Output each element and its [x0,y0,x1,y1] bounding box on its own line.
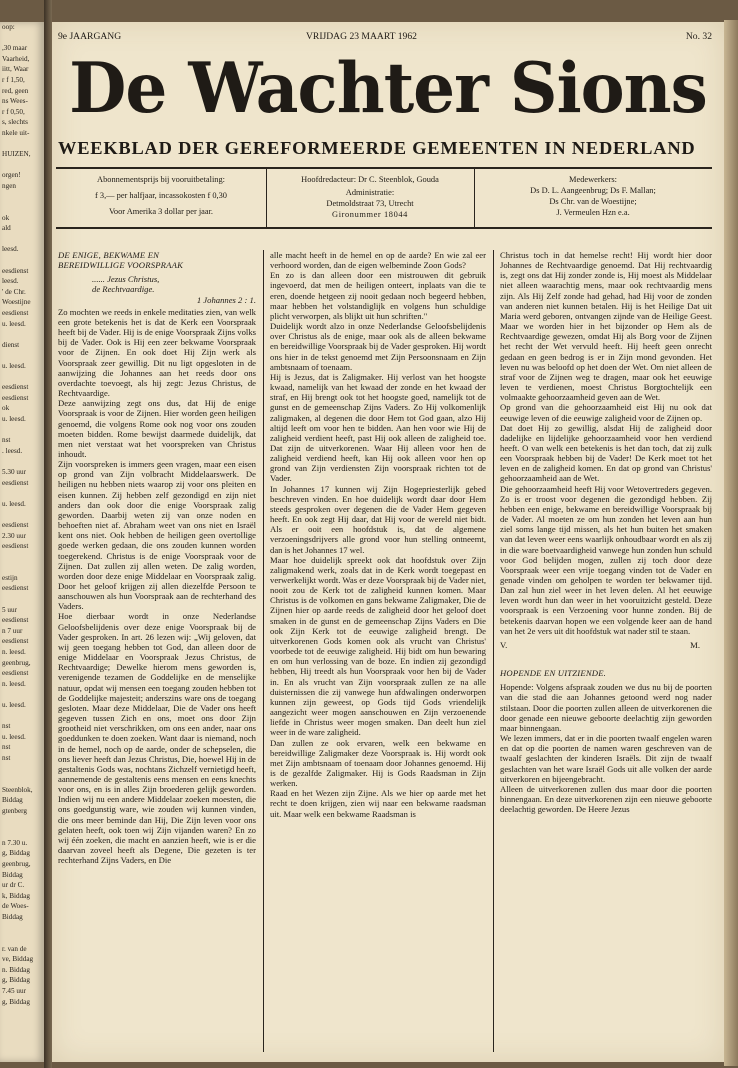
adjacent-page-line: HUIZEN, [2,150,31,159]
adjacent-page-line: g, Biddag [2,849,30,858]
column-3 [500,250,712,814]
adjacent-page-line [0,562,44,573]
adjacent-page-line: ald [2,224,11,233]
staff-info: Medewerkers: Ds D. L. Aangeenbrug; Ds F. Mallan; Ds Chr. van de Woestijne; J. Vermeulen Hzn e.a. [530,175,656,217]
adjacent-page-line [0,817,44,828]
paragraph: Raad en het Wezen zijn Zijne. Als we hier op aarde met het recht te doen krijgen, zien wij naar een bekwame raadsman uit. Maar welk een bekwame Raadsman is [270,788,486,819]
adjacent-page-line: nst [2,436,11,445]
adjacent-page-line: 2.30 uur [2,531,26,540]
editor-info: Hoofdredacteur: Dr C. Steenblok, Gouda Administratie: Detmoldstraat 73, Utrecht Gironummer 18044 [301,175,439,219]
paragraph: Maar hoe duidelijk spreekt ook dat hoofdstuk over Zijn zaligmakend werk, zoals dat in de Kerk wordt toegepast en verwerkelijkt wordt. Was er deze Voorspraak bij de Vader niet, nooit zou de Kerk tot de zaligheid kunnen komen. Maar Christus is de volkomen en gans bekwame Zaligmaker, Die de Zijnen hier op aarde reeds de zaligheid door het geloof doet smaken in de gunst en de gemeenschap Zijns Vaders en Die ook Zijn Kerk tot de eeuwige zaligheid brengt. De uitverkorenen Gods komen ook als vrucht van Christus' voorbede tot de eeuwige zaligheid. Hij bidt om hun bewaring en om hun verlossing van de boze. En indien zij gezondigd hebben, Hij treedt als hun Voorspraak voor hen bij de Vader in. En als vrucht van Zijn voorspraak zullen ze na alle duisternissen die zij vanwege hun afdwalingen onderworpen kunnen zijn geweest, op Gods tijd Gods vriendelijk aangezicht weer mogen aanschouwen en Zijn verzoenende liefde in Christus weer mogen smaken. Dan deelt hun ziel weer in de ware zaligheid. [270,554,486,738]
adjacent-page-line [0,160,44,171]
masthead-subtitle: WEEKBLAD DER GEREFORMEERDE GEMEENTEN IN NEDERLAND [58,138,696,158]
adjacent-page-line: nst [2,722,11,731]
adjacent-page-line: s, slechts [2,118,28,127]
adjacent-page-line: oop: [2,23,15,31]
adjacent-page-line: ns Wees- [2,97,28,106]
adjacent-page-line: u. leesd. [2,499,26,508]
adjacent-page-line: eesdienst [2,383,29,392]
adjacent-page-line: estijn [2,573,18,582]
adjacent-page-line: eesdienst [2,266,29,275]
paragraph: Zijn voorspreken is immers geen vragen, maar een eisen op grond van Zijn volbracht Middelaarswerk. De heiligen nu hebben niets waarop zij voor ons pleiten en eisen kunnen. Zij hebben zelf gezondigd en zijn niet anders dan ook door die enige Voorspraak zalig geworden. Daarbij weten zij van onze noden en behoeften niet af. Abraham weet van ons niet en Israël kent ons niet. Ook hebben de heiligen geen overtollige goede werken gedaan, die ons zouden kunnen worden toegerekend. Christus is de enige Voorspraak voor de Zijnen. Dat zullen zij allen weten. De zalig worden, worden door deze enige Middelaar en Voorspraak zalig. Door het geloof krijgen zij allen diezelfde Persoon te aanschouwen als hun Voorspraak aan de rechterhand des Vaders. [58,459,256,612]
adjacent-page-line: u. leesd. [2,414,26,423]
adjacent-page-line [0,488,44,499]
adjacent-page-line: geenbrug, [2,859,31,868]
motto-line-1: ...... Jezus Christus, [92,274,160,285]
column-3-body [500,250,712,636]
adjacent-page-line: ,30 maar [2,44,28,53]
paragraph: Christus toch in dat hemelse recht! Hij wordt hier door Johannes de Rechtvaardige genoemd. Dat Hij rechtvaardig is, zegt ons dat Hij zonder zonde is, Hij moest als Middelaar niet alleen waarachtig mens, maar ook rechtvaardig mens zijn. Als Hij Zelf zonde had gehad, had Hij voor de zonden van anderen niet kunnen betalen. Hij is het Heilige Dat uit Maria werd geboren, ontvangen zijnde van de Heilige Geest. Maar we worden hier in het bijzonder op Hem als de Rechtvaardige gewezen, omdat Hij als Borg voor de Zijnen het recht der Wet vervuld heeft. Hij heeft geen onrecht gedaan en geen bedrog is er in Zijn mond gevonden. Het leven nu was beloofd op het doen der Wet. Om niet alleen de straf voor de Zijnen weg te dragen, maar ook het eeuwige leven te verdienen, moest Christus Borgtochtelijk een volmaakte gehoorzaamheid geven aan de Wet. [500,250,712,403]
adjacent-page-line: red, geen [2,86,29,95]
adjacent-page-line [0,711,44,722]
paragraph: Dat doet Hij zo gewillig, alsdat Hij de zaligheid door dadelijke en lijdelijke gehoorzaamheid voor hen verdiend heeft. O van welk een betekenis is het dan toch, dat zij zulk een Voorspraak hebben bij de Vader! De Kerk moet tot het leven en de zaligheid komen. En dat op grond van Christus' gehoorzaamheid aan de Wet. [500,422,712,484]
page-gutter [44,0,52,1068]
column-1-body [58,307,256,866]
adjacent-page-line [0,922,44,933]
adjacent-page-line: eesdienst [2,584,29,593]
adjacent-page-line [0,456,44,467]
adjacent-page-line: eesdienst [2,637,29,646]
second-article-body [500,682,712,814]
column-2-body [270,250,486,819]
adjacent-page-line: de Woes- [2,902,29,911]
volume-label: 9e JAARGANG [58,31,122,42]
paragraph: Hij is Jezus, dat is Zaligmaker. Hij verlost van het hoogste kwaad, namelijk van het kwaad der zonde en het kwaad der straf, en Hij brengt ook tot het hoogste goed, namelijk tot de gunst en de gemeenschap Zijns Vaders. Zo Hij volkomenlijk zaligmaken, al degenen die door Hem tot God gaan, alzo Hij altijd leeft om voor hen te bidden. Aan hen voor wie Hij de zaligheid verdient heeft, past Hij ook alleen de zaligheid toe. Dat zijn de uitverkorenen. Waar Hij alleen voor hen de zaligheid verdiend heeft, kan Hij ook alleen voor hen op grond van Zijn verdiensten Zijn voorspraak richten tot de Vader. [270,371,486,484]
adjacent-page-line [0,774,44,785]
adjacent-page-line: n. leesd. [2,648,26,657]
adjacent-page-line [0,192,44,203]
adjacent-page-line: geenbrug, [2,658,31,667]
adjacent-page-line: r f 1,50, [2,75,25,84]
subscription-info: Abonnementsprijs bij vooruitbetaling: f 3,— per halfjaar, incassokosten f 0,30 Voor Amerika 3 dollar per jaar. [95,175,227,216]
adjacent-page-line: Woestijne [2,298,31,307]
newspaper-page [52,22,724,1062]
adjacent-page-line: nst [2,753,11,762]
paragraph: Zo mochten we reeds in enkele meditaties zien, van welk een grote betekenis het is dat de Kerk een Voorspraak heeft bij de Vader. Hij is de enige Voorspraak Zijns volks bij de Vader. Ook is Hij een zeer bekwame Voorspraak voor de Zijnen. En ook doet Hij Zijn werk als Voorspraak zeer gewillig. Dit nu ligt opgesloten in de aanwijzing die Johannes aan het reeds door ons overdachte toevoegt, als hij zegt: Jezus Christus, de Rechtvaardige. [58,306,256,399]
adjacent-page-line: g, Biddag [2,997,30,1006]
adjacent-page-line: 7.45 uur [2,987,26,996]
adjacent-page-line: r f 0,50, [2,107,25,116]
article-signature: V. M. [500,639,700,650]
adjacent-page-line: u. leesd. [2,701,26,709]
adjacent-page-line: 5.30 uur [2,467,26,476]
paragraph: Dan zullen ze ook ervaren, welk een bekwame en bereidwillige Zaligmaker deze Voorspraak is. Hij wordt ook met Zijn ambtsnaam of toenaam door Johannes genoemd. Hij is de gezalfde Zaligmaker. Hij is Gods Raadsman in Zijn werken. [270,737,486,789]
adjacent-page-line: ' de Chr. [2,287,26,296]
paragraph: Op grond van die gehoorzaamheid eist Hij nu ook dat eeuwige leven of die eeuwige zaligheid voor de Zijnen op. [500,402,712,423]
issue-number: No. 32 [685,31,712,42]
adjacent-page-line: . leesd. [2,446,23,455]
paragraph: En zo is dan alleen door een mistrouwen dit gebruik ingevoerd, dat men de heiligen onteert, inplaats van die te eren, doende hetgeen zij nooit gedaan noch begeerd hebben, maar hebben het volstandiglijk en volgens hun schuldige plicht verworpen, als blijkt uit hun schriften." [270,270,486,321]
adjacent-page-line [0,764,44,775]
info-box [56,167,712,229]
paragraph: In Johannes 17 kunnen wij Zijn Hogepriesterlijk gebed beschreven vinden. En hoe duidelijk wordt daar door Hem steeds gesproken over degenen die de Vader Hem gegeven heeft. En ook zegt Hij daar, dat Hij voor de wereld niet bidt. Als er ooit een hoofdstuk is, dat de algemene verzoeningsdrijvers alle grond voor hun stelling ontneemt, dan is het Johannes 17 wel. [270,483,486,555]
adjacent-page-line: Biddag [2,912,23,921]
adjacent-page-line: eesdienst [2,520,29,529]
paragraph: alle macht heeft in de hemel en op de aarde? En wie zal eer verhoord worden, dan de eigen welbeminde Zoon Gods? [270,250,486,271]
adjacent-page-line: ve, Biddag [2,955,34,964]
adjacent-page-line [0,425,44,436]
adjacent-page-line: n. leesd. [2,679,26,688]
adjacent-page-line: dienst [2,340,20,349]
adjacent-page-line [0,933,44,944]
adjacent-page-line: n 7.30 u. [2,838,28,847]
paragraph: We lezen immers, dat er in die poorten twaalf engelen waren en dat op die poorten de namen waren geschreven van de twaalf geslachten der kinderen Israëls. Dit zijn de twaalf geslachten van het ware Israël Gods uit alle volken der aarde uitverkoren en bijeengebracht. [500,733,712,784]
adjacent-page-line: gtenberg [2,806,28,815]
adjacent-page-line: eesdienst [2,478,29,487]
adjacent-page-line [0,255,44,266]
adjacent-page-line: r. van de [2,944,27,953]
adjacent-page-fragment [0,22,44,1062]
adjacent-page-line: u. leesd. [2,362,26,370]
issue-date: VRIJDAG 23 MAART 1962 [306,31,417,42]
adjacent-page-line: leesd. [2,277,19,286]
adjacent-page-line: Biddag [2,796,23,805]
paragraph: Hoe dierbaar wordt in onze Nederlandse Geloofsbelijdenis over deze enige Voorspraak bij de Vader gesproken. In art. 26 lezen wij: „Wij geloven, dat wij geen toegang hebben tot God, dan alleen door de enige Middelaar en Voorspraak Jezus Christus, de Rechtvaardige; Dewelke hierom mens geworden is, verenigende tezamen de Goddelijke en de menselijke natuur, opdat wij mensen een toegang zouden hebben tot de Goddelijke majesteit; anderszins ware ons de toegang gesloten. Maar deze Middelaar, Die de Vader ons heeft gegeven tussen Zich en ons, moet ons door Zijn grootheid niet verschrikken, om ons een ander, naar ons goeddunken te doen zoeken. Want daar is niemand, noch in de hemel, noch op de aarde, onder de schepselen, die ons liever heeft dan Jezus Christus, Die, hoewel Hij in de gestaltenis Gods was, nochtans Zichzelf vernietigd heeft, aannemende de gestaltenis eens mensen en eens knechts voor ons, en is in alles Zijn broederen gelijk geworden. Indien wij nu een andere Middelaar zoeken moesten, die ons goedgunstig ware, wie zouden wij kunnen vinden, die ons meer beminde dan Hij, Die Zijn leven voor ons gelaten heeft, ook toen wij Zijn vijanden waren? En zo wij één zoeken, die macht en aanzien heeft, wie is er die daarvan zoveel heeft als Degene, Die gezeten is ter rechterhand Zijns Vaders, en Die [58,611,256,866]
adjacent-page-line: iitt, Waar [2,65,29,74]
adjacent-page-line: orgen! [2,171,21,180]
column-1 [58,250,256,865]
adjacent-page-line [0,202,44,213]
adjacent-page-line: k, Biddag [2,891,30,900]
adjacent-page-line: ok [2,404,10,413]
adjacent-page-line: u. leesd. [2,319,26,328]
adjacent-page-line: eesdienst [2,393,29,402]
page-edge [724,20,738,1066]
adjacent-page-line: n 7 uur [2,626,23,635]
paragraph: Duidelijk wordt alzo in onze Nederlandse Geloofsbelijdenis over Christus als de enige, maar ook als de alleen bekwame en bereidwillige Voorspraak bij de Vader gesproken. Hij wordt ons hier in de tekst genoemd met Zijn Persoonsnaam en Zijn ambtsnaam of toenaam. [270,321,486,372]
masthead-title: De Wachter Sions [69,47,707,129]
adjacent-page-line [0,329,44,340]
paragraph: Deze aanwijzing zegt ons dus, dat Hij de enige Voorspraak is voor de Zijnen. Hier worden geen heiligen genoemd, die volgens Rome ook nog voor ons zouden moeten bidden. Rome bewijst daarmede duidelijk, dat men niet verstaat wat het voorspreken van Christus inhoudt. [58,398,256,459]
adjacent-page-line: ok [2,213,10,222]
column-2 [270,250,486,819]
adjacent-page-line: eesdienst [2,542,29,551]
article-heading: DE ENIGE, BEKWAME EN BEREIDWILLIGE VOORSPRAAK [58,250,184,271]
adjacent-page-line [0,594,44,605]
adjacent-page-line: Steenblok, [2,785,33,794]
adjacent-page-line: ngen [2,181,16,190]
paragraph: Die gehoorzaamheid heeft Hij voor Wetovertreders gegeven. Zo is er troost voor degenen die gezondigd hebben. Zij hebben een enige, bekwame en bereidwillige Voorspraak bij de Vader. Al moeten ze om hun zonden het leven aan hun ziel soms lange tijd missen, als het hun buiten het smaken van dat leven weer eens waarlijk onhoudbaar wordt en als zij in die ware boetvaardigheid vanwege hun zonden hun schuld voor God belijden mogen, zullen zij toch door deze Voorspraak weer een vrije toegang vinden tot de Vader en genade vinden om geholpen te worden ter bekwamer tijd. Dan zal hun ziel weer in het leven delen. Al het eeuwige leven wordt hun dan weer in het vooruitzicht gesteld. Deze voorspraak is een Verzoening voor hunne zonden. Bij de betekenis daarvan hopen we een volgende keer aan de hand van het 2e vers uit dit hoofdstuk wat nader stil te staan. [500,483,712,636]
adjacent-page-line [0,552,44,563]
paragraph: Alleen de uitverkorenen zullen dus maar door die poorten binnengaan. En deze uitverkorenen zijn een nieuwe geboorte deelachtig geworden. De Heere Jezus [500,783,712,815]
adjacent-page-line [0,372,44,383]
adjacent-page-line: 5 uur [2,605,17,614]
paragraph: Hopende: Volgens afspraak zouden we dus nu bij de poorten van die stad die aan Johannes getoond werd nog nader stilstaan. Door die poorten zullen alleen de uitverkorenen die door genade een nieuwe geboorte deelachtig zijn geworden maar binnengaan. [500,682,712,733]
adjacent-page-line: eesdienst [2,669,29,678]
adjacent-page-line [0,350,44,361]
adjacent-page-line [0,33,44,44]
adjacent-page-line: g, Biddag [2,976,30,985]
adjacent-page-line: leesd. [2,245,19,254]
adjacent-page-line: eesdienst [2,309,29,318]
adjacent-page-line [0,234,44,245]
adjacent-page-line: u. leesd. [2,732,26,741]
adjacent-page-line: nkele uit- [2,128,30,137]
adjacent-page-line [0,827,44,838]
adjacent-page-line: Vaarheid, [2,54,30,63]
adjacent-page-line: ur dr C. [2,881,25,890]
motto-line-2: de Rechtvaardige. [92,284,155,295]
adjacent-page-line [0,139,44,150]
adjacent-page-line: nst [2,743,11,752]
adjacent-page-line: eesdienst [2,616,29,625]
issue-line [58,31,712,43]
adjacent-page-line [0,689,44,700]
second-article-heading: HOPENDE EN UITZIENDE. [500,668,607,679]
adjacent-page-line: n. Biddag [2,965,30,974]
adjacent-page-line [0,509,44,520]
scripture-reference: 1 Johannes 2 : 1. [196,294,256,305]
adjacent-page-line: Biddag [2,870,23,879]
